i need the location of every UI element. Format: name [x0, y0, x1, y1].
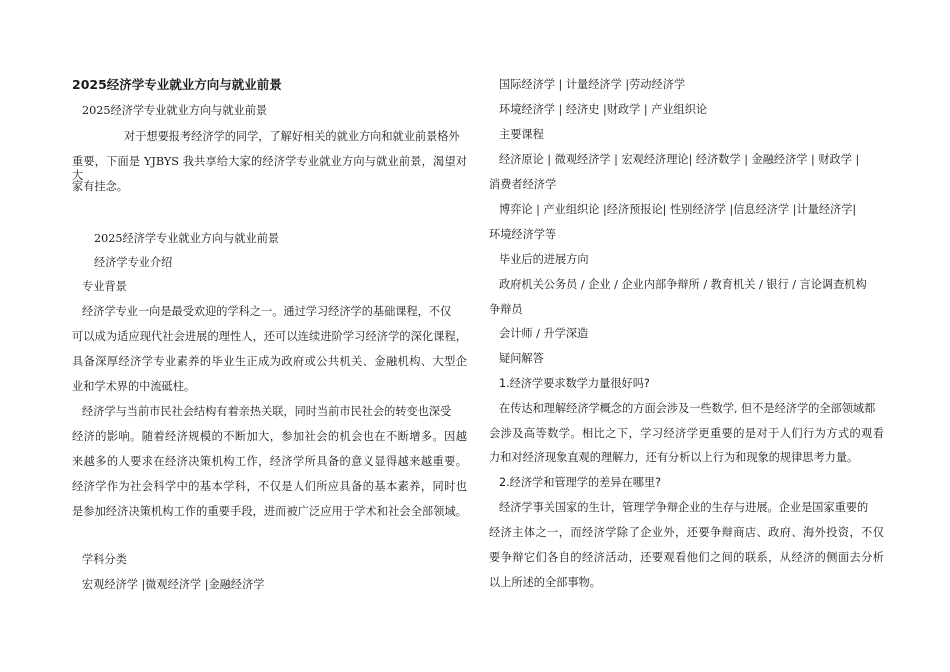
faq-answer-line: 在传达和理解经济学概念的方面会涉及一些数学, 但不是经济学的全部领域都: [499, 402, 876, 415]
section-heading: 专业背景: [82, 280, 127, 293]
section-heading: 学科分类: [82, 553, 127, 566]
intro-line: 家有挂念。: [72, 180, 128, 193]
course-line: 博弈论 | 产业组织论 |经济预报论| 性别经济学 |信息经济学 |计量经济学|: [499, 203, 857, 216]
course-line: 经济原论 | 微观经济学 | 宏观经济理论| 经济数学 | 金融经济学 | 财政学 |: [499, 153, 860, 166]
course-line: 环境经济学等: [489, 228, 557, 241]
intro-line: 重要，下面是 YJBYS 我共享给大家的经济学专业就业方向与就业前景，渴望对大: [72, 155, 467, 182]
faq-answer-line: 会涉及高等数学。相比之下，学习经济学更重要的是对于人们行为方式的观看: [489, 427, 884, 440]
classification-line: 环境经济学 | 经济史 |财政学 | 产业组织论: [499, 103, 708, 116]
section-heading: 2025经济学专业就业方向与就业前景: [94, 232, 280, 245]
section-heading: 疑问解答: [499, 352, 544, 365]
career-line: 会计师 / 升学深造: [499, 327, 589, 340]
faq-answer-line: 经济主体之一，而经济学除了企业外，还要争辩商店、政府、海外投资，不仅: [489, 526, 884, 539]
paragraph-line: 经济的影响。随着经济规模的不断加大，参加社会的机会也在不断增多。因越: [72, 430, 467, 443]
intro-line: 对于想要报考经济学的同学，了解好相关的就业方向和就业前景格外: [124, 130, 460, 143]
classification-line: 国际经济学 | 计量经济学 |劳动经济学: [499, 78, 686, 91]
paragraph-line: 来越多的人要求在经济决策机构工作，经济学所具备的意义显得越来越重要。: [72, 455, 467, 468]
faq-answer-line: 力和对经济现象直观的理解力，还有分析以上行为和现象的规律思考力量。: [489, 451, 859, 464]
course-line: 消费者经济学: [489, 178, 557, 191]
paragraph-line: 是参加经济决策机构工作的重要手段，进而被广泛应用于学术和社会全部领域。: [72, 505, 467, 518]
faq-answer-line: 要争辩它们各自的经济活动，还要观看他们之间的联系，从经济的侧面去分析: [489, 551, 884, 564]
classification-line: 宏观经济学 |微观经济学 |金融经济学: [82, 578, 265, 591]
paragraph-line: 经济学与当前市民社会结构有着亲热关联，同时当前市民社会的转变也深受: [82, 405, 452, 418]
section-heading: 毕业后的进展方向: [499, 253, 589, 266]
faq-answer-line: 经济学事关国家的生计，管理学争辩企业的生存与进展。企业是国家重要的: [499, 501, 869, 514]
document-subtitle: 2025经济学专业就业方向与就业前景: [82, 104, 268, 117]
career-line: 政府机关公务员 / 企业 / 企业内部争辩所 / 教育机关 / 银行 / 言论调查机构: [499, 278, 867, 291]
faq-question: 1.经济学要求数学力量很好吗?: [499, 377, 650, 390]
section-heading: 主要课程: [499, 128, 544, 141]
paragraph-line: 具备深厚经济学专业素养的毕业生正成为政府或公共机关、金融机构、大型企: [72, 355, 467, 368]
faq-question: 2.经济学和管理学的差异在哪里?: [499, 476, 662, 489]
paragraph-line: 经济学专业一向是最受欢迎的学科之一。通过学习经济学的基础课程，不仅: [82, 305, 452, 318]
career-line: 争辩员: [489, 303, 523, 316]
paragraph-line: 经济学作为社会科学中的基本学科，不仅是人们所应具备的基本素养，同时也: [72, 480, 467, 493]
faq-answer-line: 以上所述的全部事物。: [489, 576, 601, 589]
paragraph-line: 可以成为适应现代社会进展的理性人，还可以连续进阶学习经济学的深化课程，: [72, 330, 467, 343]
paragraph-line: 业和学术界的中流砥柱。: [72, 380, 196, 393]
section-heading: 经济学专业介绍: [94, 256, 173, 269]
document-title: 2025经济学专业就业方向与就业前景: [72, 77, 282, 92]
